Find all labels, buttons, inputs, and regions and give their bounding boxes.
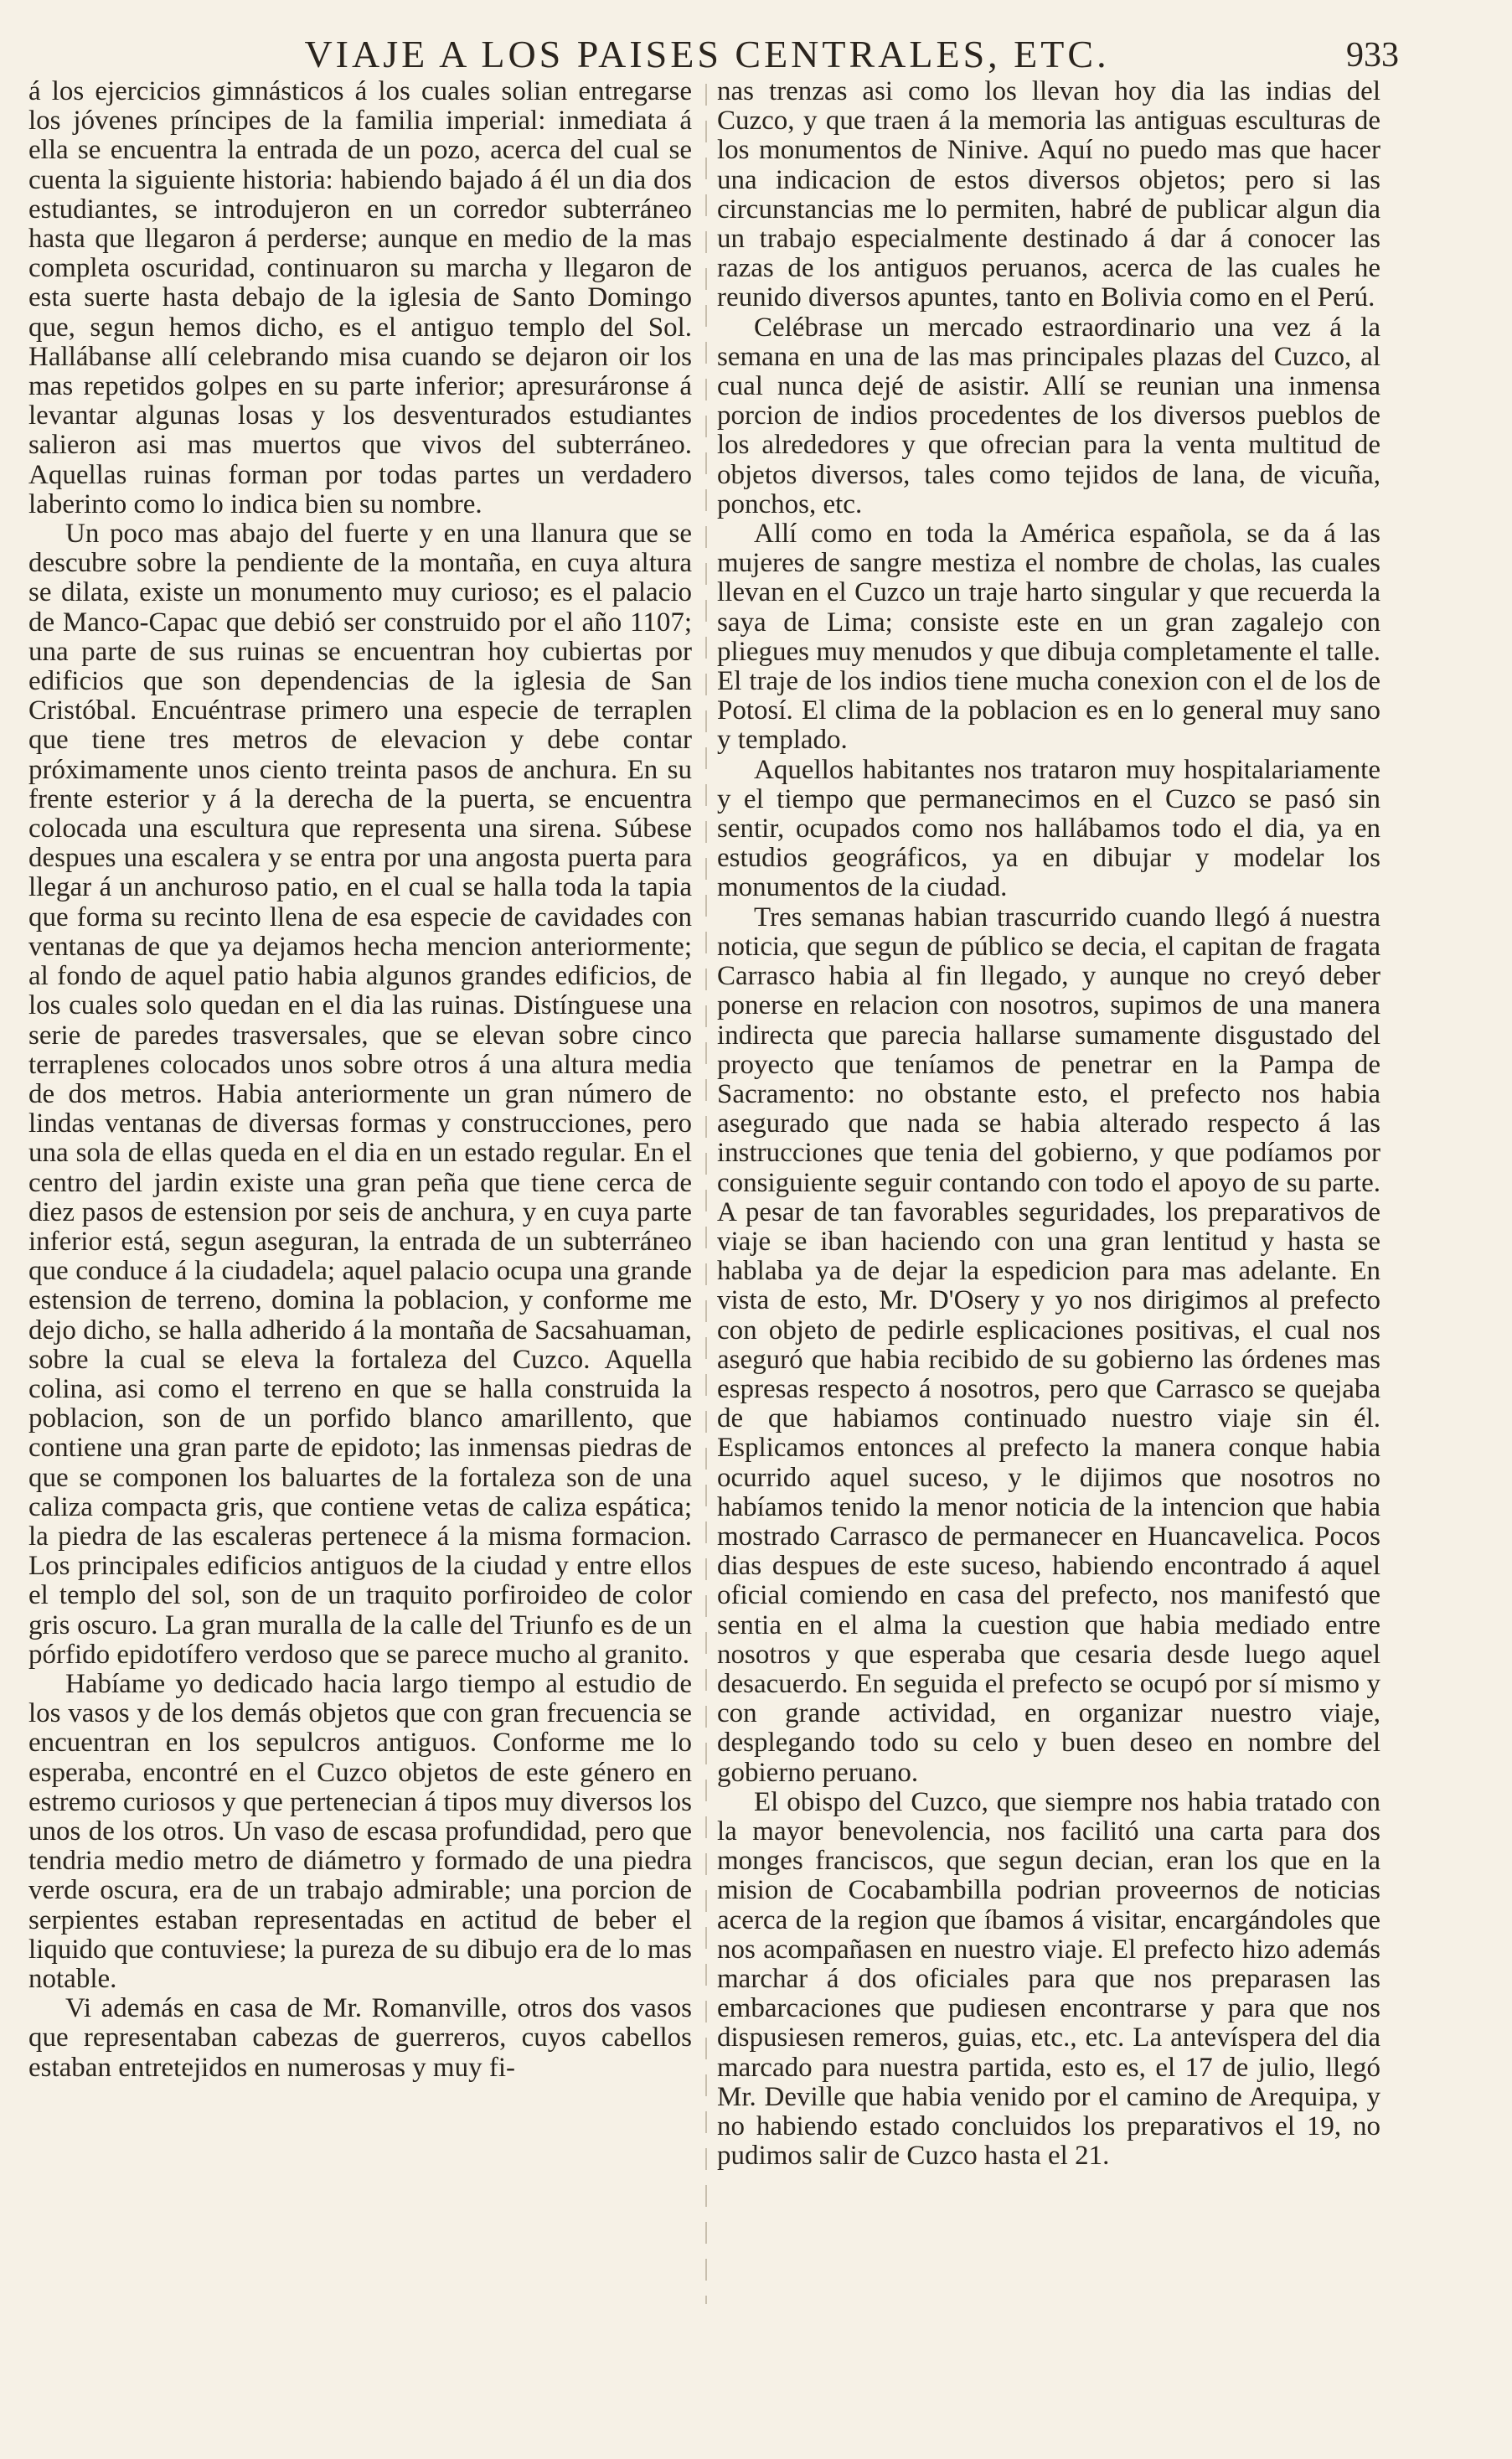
paragraph: Tres semanas habian trascurrido cuando llegó á nuestra noticia, que segun de público se decia, el capitan de fragata Carrasco habia al fin llegado, y aunque no creyó deber ponerse en relacion con nosotros, supimos de una manera indirecta que parecia hallarse sumamente disgustado del proyecto que teníamos de penetrar en la Pampa de Sacramento: no obstante esto, el prefecto nos habia asegurado que nada se habia alterado respecto á las instrucciones que tenia del gobierno, y que podíamos por consiguiente seguir contando con todo el apoyo de su parte. A pesar de tan favorables seguridades, los preparativos de viaje se iban haciendo con una gran lentitud y hasta se hablaba ya de dejar la espedicion para mas adelante. En vista de esto, Mr. D'Osery y yo nos dirigimos al prefecto con objeto de pedirle esplicaciones positivas, el cual nos aseguró que habia recibido de su gobierno las órdenes mas espresas respecto á nosotros, pero que Carrasco se quejaba de que habiamos continuado nuestro viaje sin él. Esplicamos entonces al prefecto la manera conque habia ocurrido aquel suceso, y le dijimos que nosotros no habíamos tenido la menor noticia de la intencion que habia mostrado Carrasco de permanecer en Huancavelica. Pocos dias despues de este suceso, habiendo encontrado á aquel oficial comiendo en casa del prefecto, nos manifestó que sentia en el alma la cuestion que habia mediado entre nosotros y que esperaba que cesaria desde luego aquel desacuerdo. En seguida el prefecto se ocupó por sí mismo y con grande actividad, en organizar nuestro viaje, desplegando todo su celo y buen deseo en nombre del gobierno peruano. (717, 901, 1380, 1788)
page-number: 933 (1346, 36, 1399, 75)
right-column (717, 77, 1380, 2171)
paragraph: Aquellos habitantes nos trataron muy hospitalariamente y el tiempo que permanecimos en el Cuzco se pasó sin sentir, ocupados como nos hallábamos todo el dia, ya en estudios geográficos, ya en dibujar y modelar los monumentos de la ciudad. (717, 754, 1380, 903)
paragraph: Habíame yo dedicado hacia largo tiempo al estudio de los vasos y de los demás objetos que con gran frecuencia se encuentran en los sepulcros antiguos. Conforme me lo esperaba, encontré en el Cuzco objetos de este género en estremo curiosos y que pertenecian á tipos muy diversos los unos de los otros. Un vaso de escasa profundidad, pero que tendria medio metro de diámetro y formado de una piedra verde oscura, era de un trabajo admirable; una porcion de serpientes estaban representadas en actitud de beber el liquido que contuviese; la pureza de su dibujo era de lo mas notable. (28, 1668, 692, 1994)
paragraph: nas trenzas asi como los llevan hoy dia las indias del Cuzco, y que traen á la memoria las antiguas esculturas de los monumentos de Ninive. Aquí no puedo mas que hacer una indicacion de estos diversos objetos; pero si las circunstancias me lo permiten, habré de publicar algun dia un trabajo especialmente destinado á dar á conocer las razas de los antiguos peruanos, acerca de las cuales he reunido diversos apuntes, tanto en Bolivia como en el Perú. (717, 76, 1380, 313)
paragraph: á los ejercicios gimnásticos á los cuales solian entregarse los jóvenes príncipes de la familia imperial: inmediata á ella se encuentra la entrada de un pozo, acerca del cual se cuenta la siguiente historia: habiendo bajado á él un dia dos estudiantes, se introdujeron en un corredor subterráneo hasta que llegaron á perderse; aunque en medio de la mas completa oscuridad, continuaron su marcha y llegaron de esta suerte hasta debajo de la iglesia de Santo Domingo que, segun hemos dicho, es el antiguo templo del Sol. Hallábanse allí celebrando misa cuando se dejaron oir los mas repetidos golpes en su parte inferior; apresuráronse á levantar algunas losas y los desventurados estudiantes salieron asi mas muertos que vivos del subterráneo. Aquellas ruinas forman por todas partes un verdadero laberinto como lo indica bien su nombre. (28, 76, 692, 519)
left-column (28, 77, 692, 2083)
paragraph: El obispo del Cuzco, que siempre nos habia tratado con la mayor benevolencia, nos facilitó una carta para dos monges franciscos, que segun decian, eran los que en la mision de Cocabambilla podrian proveernos de noticias acerca de la region que íbamos á visitar, encargándoles que nos acompañasen en nuestro viaje. El prefecto hizo además marchar á dos oficiales para que nos preparasen las embarcaciones que pudiesen encontrarse y para que nos dispusiesen remeros, guias, etc., etc. La antevíspera del dia marcado para nuestra partida, esto es, el 17 de julio, llegó Mr. Deville que habia venido por el camino de Arequipa, y no habiendo estado concluidos los preparativos el 19, no pudimos salir de Cuzco hasta el 21. (717, 1786, 1380, 2172)
column-divider (705, 84, 707, 2304)
running-title: VIAJE A LOS PAISES CENTRALES, ETC. (304, 33, 1110, 75)
paragraph: Un poco mas abajo del fuerte y en una llanura que se descubre sobre la pendiente de la montaña, en cuya altura se dilata, existe un monumento muy curioso; es el palacio de Manco-Capac que debió ser construido por el año 1107; una parte de sus ruinas se encuentran hoy cubiertas por edificios que son dependencias de la iglesia de San Cristóbal. Encuéntrase primero una especie de terraplen que tiene tres metros de elevacion y debe contar próximamente unos ciento treinta pasos de anchura. En su frente esterior y á la derecha de la puerta, se encuentra colocada una escultura que representa una sirena. Súbese despues una escalera y se entra por una angosta puerta para llegar á un anchuroso patio, en el cual se halla toda la tapia que forma su recinto llena de esa especie de cavidades con ventanas de que ya dejamos hecha mencion anteriormente; al fondo de aquel patio habia algunos grandes edificios, de los cuales solo quedan en el dia las ruinas. Distínguese una serie de paredes trasversales, que se elevan sobre cinco terraplenes colocados unos sobre otros á una altura media de dos metros. Habia anteriormente un gran número de lindas ventanas de diversas formas y construcciones, pero una sola de ellas queda en el dia en un estado regular. En el centro del jardin existe una gran peña que tiene cerca de diez pasos de estension por seis de anchura, y en cuya parte inferior está, segun aseguran, la entrada de un subterráneo que conduce á la ciudadela; aquel palacio ocupa una grande estension de terreno, domina la poblacion, y conforme me dejo dicho, se halla adherido á la montaña de Sacsahuaman, sobre la cual se eleva la fortaleza del Cuzco. Aquella colina, asi como el terreno en que se halla construida la poblacion, son de un porfido blanco amarillento, que contiene una gran parte de epidoto; las inmensas piedras de que se componen los baluartes de la fortaleza son de una caliza compacta gris, que contiene vetas de caliza espática; la piedra de las escaleras pertenece á la misma formacion. Los principales edificios antiguos de la ciudad y entre ellos el templo del sol, son de un traquito porfiroideo de color gris oscuro. La gran muralla de la calle del Triunfo es de un pórfido epidotífero verdoso que se parece mucho al granito. (28, 519, 692, 1670)
paragraph: Allí como en toda la América española, se da á las mujeres de sangre mestiza el nombre de cholas, las cuales llevan en el Cuzco un traje harto singular y que recuerda la saya de Lima; consiste este en un gran zagalejo con pliegues muy menudos y que dibuja completamente el talle. El traje de los indios tiene mucha conexion con el de los de Potosí. El clima de la poblacion es en lo general muy sano y templado. (717, 519, 1380, 756)
paragraph: Vi además en casa de Mr. Romanville, otros dos vasos que representaban cabezas de guerreros, cuyos cabellos estaban entretejidos en numerosas y muy fi- (28, 1993, 692, 2083)
paragraph: Celébrase un mercado estraordinario una vez á la semana en una de las mas principales plazas del Cuzco, al cual nunca dejé de asistir. Allí se reunian una inmensa porcion de indios procedentes de los diversos pueblos de los alrededores y que ofrecian para la venta multitud de objetos diversos, tales como tejidos de lana, de vicuña, ponchos, etc. (717, 312, 1380, 519)
